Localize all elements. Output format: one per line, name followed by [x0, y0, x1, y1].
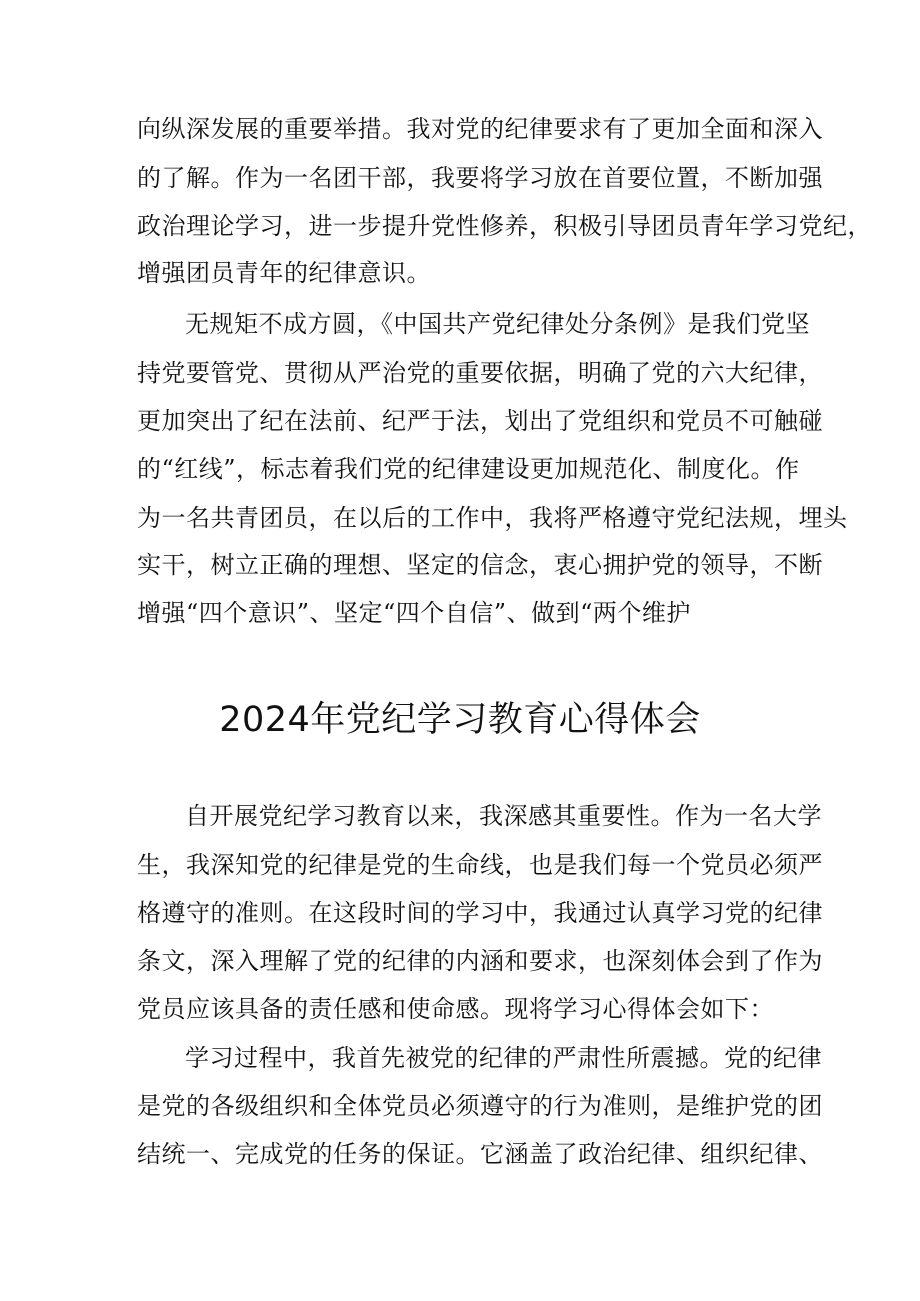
text-line: 持党要管党、贯彻从严治党的重要依据，明确了党的六大纪律， — [137, 359, 823, 387]
text-line: 实干，树立正确的理想、坚定的信念，衷心拥护党的领导，不断 — [137, 551, 823, 579]
text-line: 为一名共青团员，在以后的工作中，我将严格遵守党纪法规，埋头 — [137, 504, 848, 532]
text-line: 格遵守的准则。在这段时间的学习中，我通过认真学习党的纪律 — [137, 899, 823, 927]
text-line: 更加突出了纪在法前、纪严于法，划出了党组织和党员不可触碰 — [137, 407, 823, 435]
text-line: 政治理论学习，进一步提升党性修养，积极引导团员青年学习党纪， — [137, 212, 872, 240]
text-line: 的“红线”，标志着我们党的纪律建设更加规范化、制度化。作 — [137, 455, 800, 483]
text-line: 学习过程中，我首先被党的纪律的严肃性所震撼。党的纪律 — [185, 1044, 822, 1072]
text-line: 无规矩不成方圆，《中国共产党纪律处分条例》是我们党坚 — [185, 310, 810, 338]
text-line: 向纵深发展的重要举措。我对党的纪律要求有了更加全面和深入 — [137, 115, 823, 143]
text-line: 自开展党纪学习教育以来，我深感其重要性。作为一名大学 — [185, 802, 822, 830]
text-line: 党员应该具备的责任感和使命感。现将学习心得体会如下： — [137, 995, 774, 1023]
text-line: 增强团员青年的纪律意识。 — [137, 259, 431, 287]
text-line: 条文，深入理解了党的纪律的内涵和要求，也深刻体会到了作为 — [137, 947, 823, 975]
text-line: 的了解。作为一名团干部，我要将学习放在首要位置，不断加强 — [137, 164, 823, 192]
essay-title: 2024年党纪学习教育心得体会 — [219, 700, 701, 740]
text-line: 是党的各级组织和全体党员必须遵守的行为准则，是维护党的团 — [137, 1092, 823, 1120]
text-line: 生，我深知党的纪律是党的生命线，也是我们每一个党员必须严 — [137, 851, 823, 879]
text-line: 增强“四个意识”、坚定“四个自信”、做到“两个维护 — [137, 599, 691, 627]
text-line: 结统一、完成党的任务的保证。它涵盖了政治纪律、组织纪律、 — [137, 1140, 823, 1168]
